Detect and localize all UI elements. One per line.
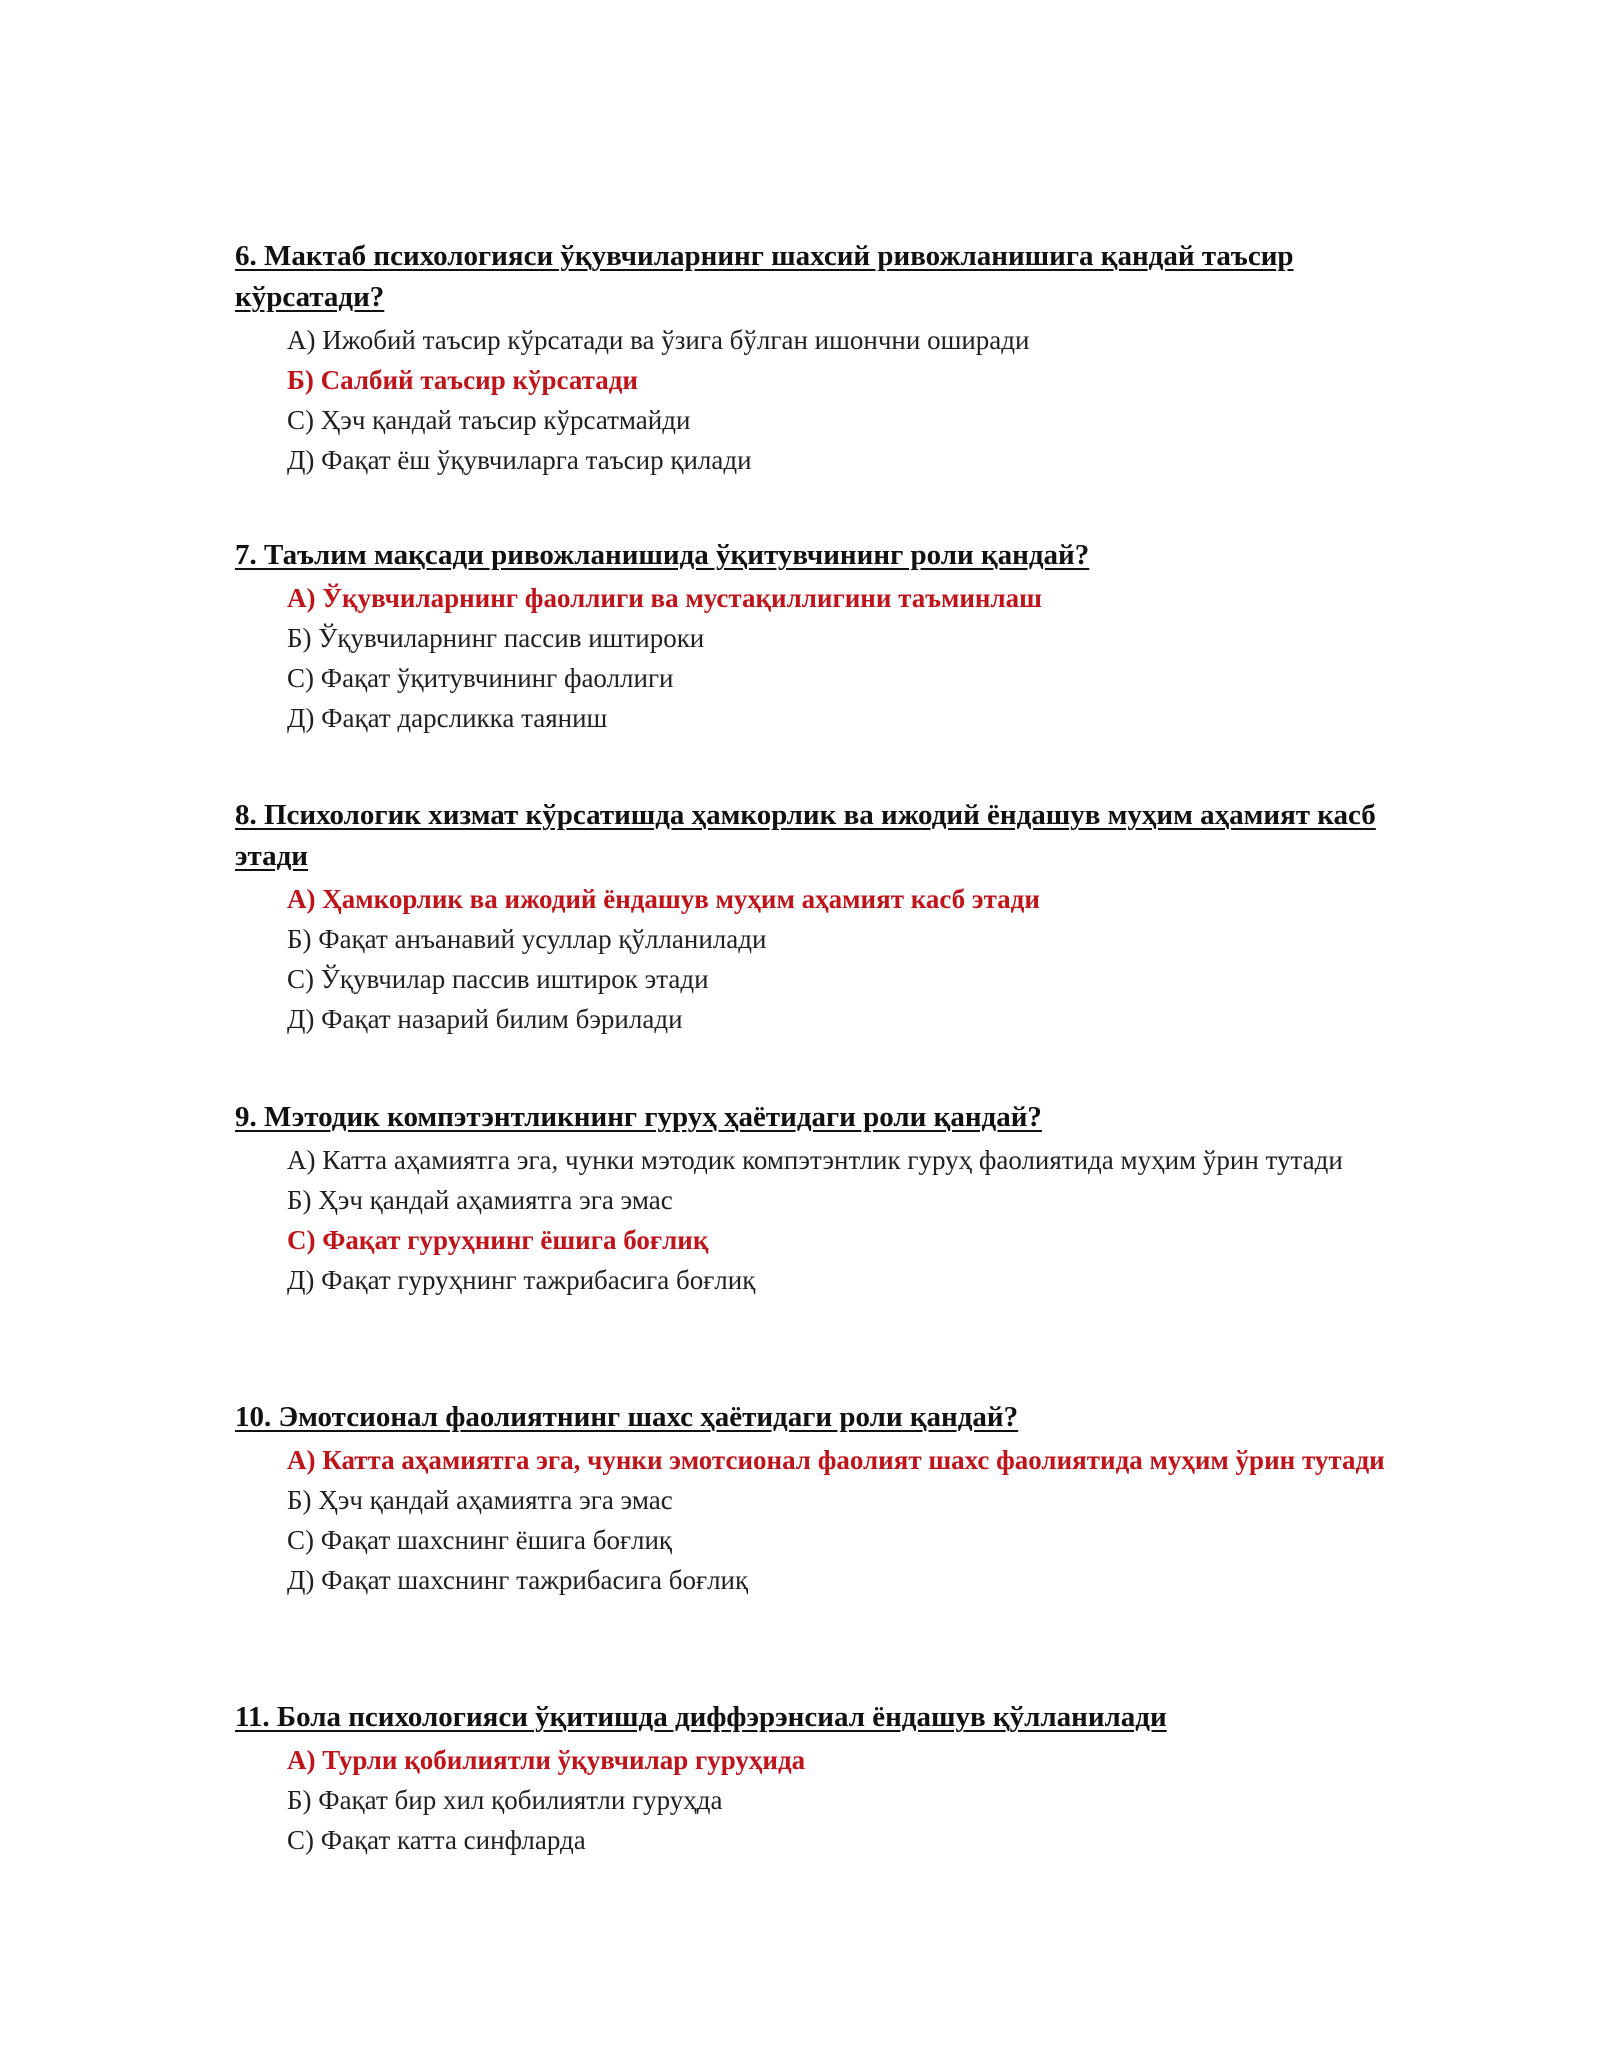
answer-option-a-correct: А) Катта аҳамиятга эга, чунки эмотсионал фаолият шахс фаолиятида муҳим ўрин тутади <box>287 1445 1385 1475</box>
answer-option-b: Б) Фақат анъанавий усуллар қўлланилади <box>287 924 767 954</box>
answer-option-b: Б) Фақат бир хил қобилиятли гуруҳда <box>287 1785 723 1815</box>
answer-option-a-correct: А) Турли қобилиятли ўқувчилар гуруҳида <box>287 1745 806 1775</box>
answer-option-b: Б) Ҳэч қандай аҳамиятга эга эмас <box>287 1185 673 1215</box>
answer-option-c-correct: С) Фақат гуруҳнинг ёшига боғлиқ <box>287 1225 709 1255</box>
answer-list <box>235 1140 1395 1300</box>
question-title: 11. Бола психологияси ўқитишда диффэрэнсиал ёндашув қўлланилади <box>235 1701 1167 1733</box>
question-11 <box>235 1697 1395 1860</box>
answer-option-d: Д) Фақат шахснинг тажрибасига боғлиқ <box>287 1565 749 1595</box>
answer-option-c: С) Фақат ўқитувчининг фаоллиги <box>287 663 674 693</box>
answer-option-a-correct: А) Ўқувчиларнинг фаоллиги ва мустақиллигини таъминлаш <box>287 583 1042 613</box>
answer-option-c: С) Ўқувчилар пассив иштирок этади <box>287 964 709 994</box>
question-6 <box>235 236 1395 480</box>
answer-list <box>235 1440 1395 1600</box>
question-8 <box>235 795 1395 1039</box>
answer-option-d: Д) Фақат ёш ўқувчиларга таъсир қилади <box>287 445 752 475</box>
answer-list <box>235 320 1395 480</box>
answer-option-a: А) Ижобий таъсир кўрсатади ва ўзига бўлган ишончни оширади <box>287 325 1030 355</box>
answer-option-d: Д) Фақат гуруҳнинг тажрибасига боғлиқ <box>287 1265 756 1295</box>
answer-option-b: Б) Ўқувчиларнинг пассив иштироки <box>287 623 705 653</box>
answer-option-c: С) Фақат катта синфларда <box>287 1825 586 1855</box>
answer-list <box>235 1740 1395 1860</box>
answer-option-b: Б) Ҳэч қандай аҳамиятга эга эмас <box>287 1485 673 1515</box>
answer-list <box>235 578 1395 738</box>
answer-option-d: Д) Фақат назарий билим бэрилади <box>287 1004 683 1034</box>
answer-list <box>235 879 1395 1039</box>
answer-option-c: С) Фақат шахснинг ёшига боғлиқ <box>287 1525 673 1555</box>
question-9 <box>235 1097 1395 1300</box>
answer-option-b-correct: Б) Салбий таъсир кўрсатади <box>287 365 638 395</box>
answer-option-d: Д) Фақат дарсликка таяниш <box>287 703 608 733</box>
question-title: 8. Психологик хизмат кўрсатишда ҳамкорлик ва ижодий ёндашув муҳим аҳамият касб этади <box>235 799 1376 872</box>
answer-option-a: А) Катта аҳамиятга эга, чунки мэтодик компэтэнтлик гуруҳ фаолиятида муҳим ўрин тутади <box>287 1145 1343 1175</box>
question-title: 9. Мэтодик компэтэнтликнинг гуруҳ ҳаётидаги роли қандай? <box>235 1101 1042 1133</box>
question-title: 6. Мактаб психологияси ўқувчиларнинг шахсий ривожланишига қандай таъсир кўрсатади? <box>235 240 1294 313</box>
question-title: 7. Таълим мақсади ривожланишида ўқитувчининг роли қандай? <box>235 539 1090 571</box>
question-10 <box>235 1397 1395 1600</box>
question-7 <box>235 535 1395 738</box>
question-title: 10. Эмотсионал фаолиятнинг шахс ҳаётидаги роли қандай? <box>235 1401 1019 1433</box>
answer-option-c: С) Ҳэч қандай таъсир кўрсатмайди <box>287 405 691 435</box>
answer-option-a-correct: А) Ҳамкорлик ва ижодий ёндашув муҳим аҳамият касб этади <box>287 884 1040 914</box>
